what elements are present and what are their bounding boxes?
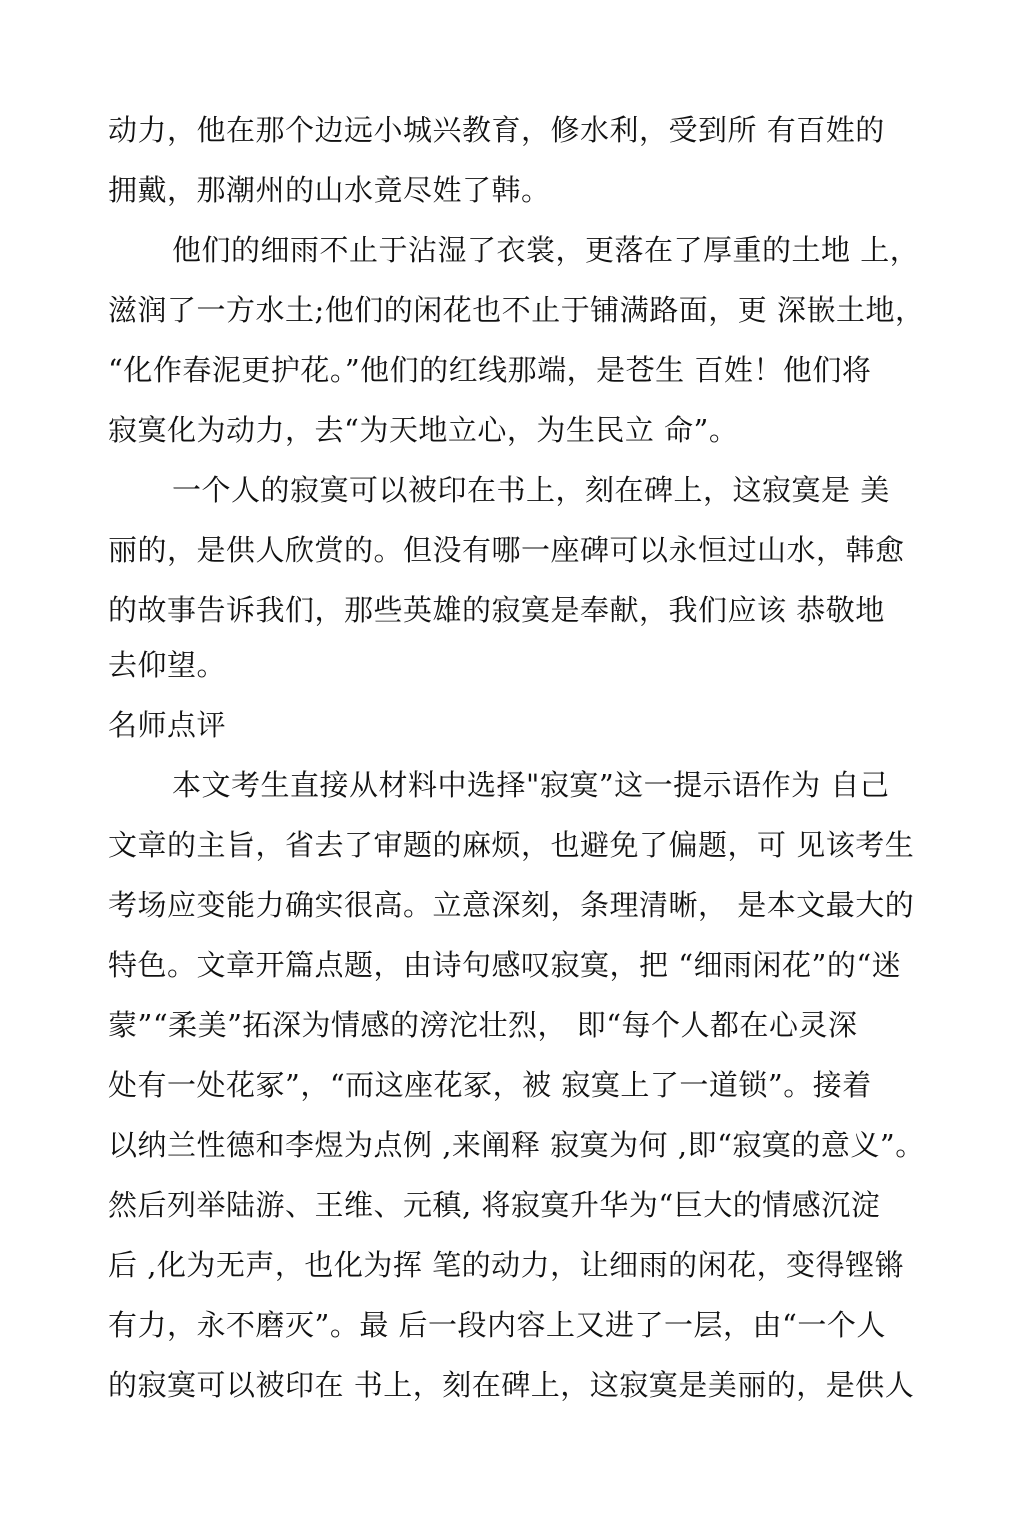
- text-line: 寂寞化为动力，去“为天地立心，为生民立 命”。: [108, 413, 739, 447]
- text-line: 的故事告诉我们，那些英雄的寂寞是奉献，我们应该 恭敬地: [108, 593, 885, 627]
- text-line: 有力，永不磨灭”。最 后一段内容上又进了一层，由“一个人: [108, 1308, 886, 1342]
- text-line: 然后列举陆游、王维、元稹, 将寂寞升华为“巨大的情感沉淀: [108, 1188, 881, 1222]
- text-line: 动力，他在那个边远小城兴教育，修水利，受到所 有百姓的: [108, 113, 885, 147]
- text-line: 的寂寞可以被印在 书上，刻在碑上，这寂寞是美丽的，是供人: [108, 1368, 915, 1402]
- text-line: 去仰望。: [108, 648, 227, 682]
- text-line: 以纳兰性德和李煜为点例 ,来阐释 寂寞为何 ,即“寂寞的意义”。: [108, 1128, 925, 1162]
- paragraph-start-line: 一个人的寂寞可以被印在书上，刻在碑上，这寂寞是 美: [172, 473, 890, 507]
- text-line: 考场应变能力确实很高。立意深刻，条理清晰， 是本文最大的: [108, 888, 915, 922]
- text-line: 处有一处花冢”，“而这座花冢，被 寂寞上了一道锁”。接着: [108, 1068, 872, 1102]
- text-line: 滋润了一方水土;他们的闲花也不止于铺满路面，更 深嵌土地，: [108, 293, 925, 327]
- paragraph-start-line: 本文考生直接从材料中选择"寂寞”这一提示语作为 自己: [172, 768, 890, 802]
- section-heading: 名师点评: [108, 708, 227, 742]
- text-line: 蒙”“柔美”拓深为情感的滂沱壮烈， 即“每个人都在心灵深: [108, 1008, 858, 1042]
- text-line: 文章的主旨，省去了审题的麻烦，也避免了偏题，可 见该考生: [108, 828, 915, 862]
- text-line: 后 ,化为无声，也化为挥 笔的动力，让细雨的闲花，变得铿锵: [108, 1248, 905, 1282]
- text-line: 拥戴，那潮州的山水竟尽姓了韩。: [108, 173, 551, 207]
- text-line: 丽的，是供人欣赏的。但没有哪一座碑可以永恒过山水，韩愈: [108, 533, 905, 567]
- text-line: 特色。文章开篇点题，由诗句感叹寂寞，把 “细雨闲花”的“迷: [108, 948, 902, 982]
- text-line: “化作春泥更护花。”他们的红线那端，是苍生 百姓！他们将: [108, 353, 872, 387]
- paragraph-start-line: 他们的细雨不止于沾湿了衣裳，更落在了厚重的土地 上，: [172, 233, 920, 267]
